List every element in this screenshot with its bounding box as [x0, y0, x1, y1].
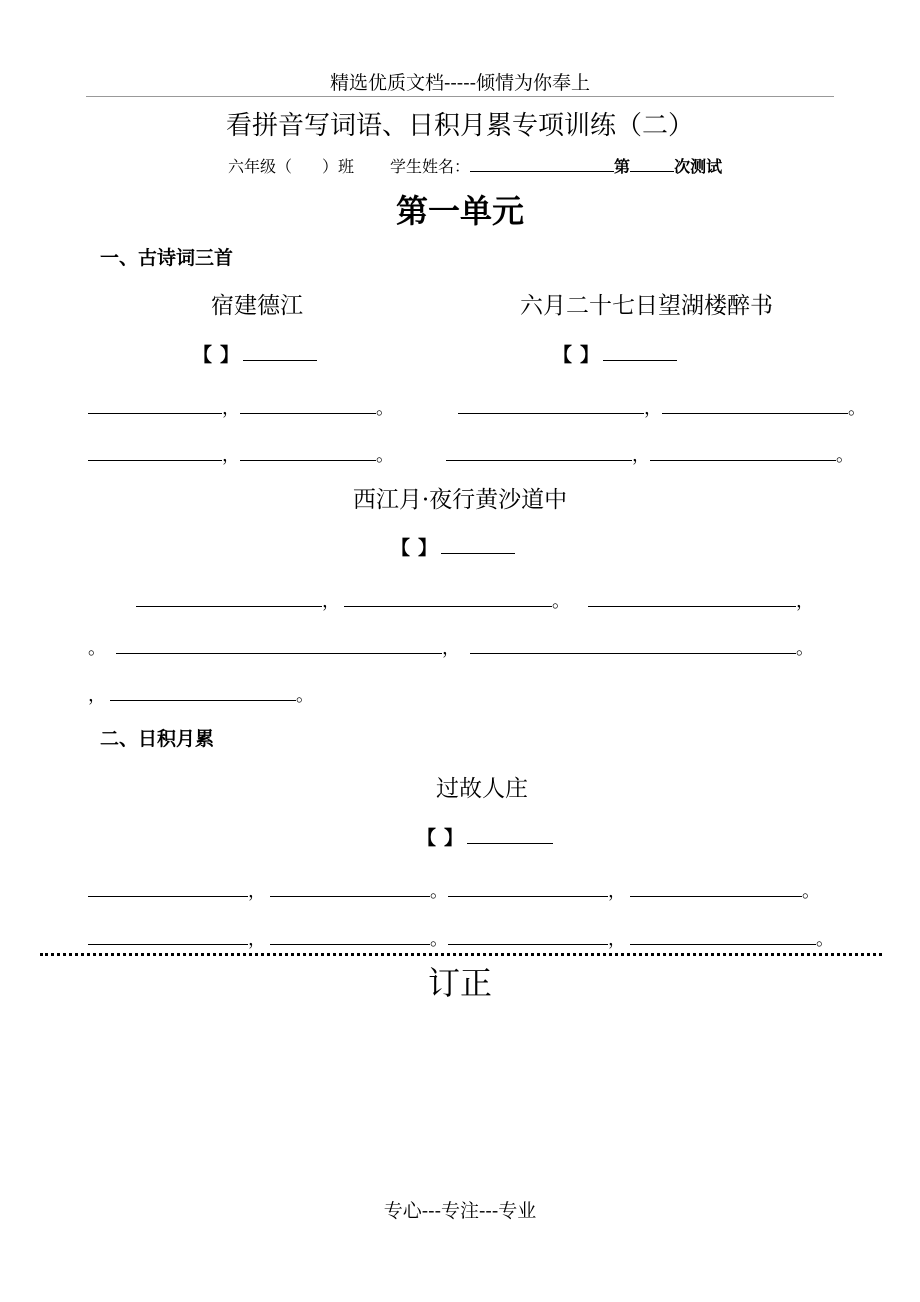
answer-blank[interactable]: [448, 926, 608, 945]
page-footer: 专心---专注---专业: [383, 1200, 537, 1222]
answer-blank[interactable]: [662, 395, 848, 414]
poem1-author-blank[interactable]: [243, 341, 317, 361]
section2-author-row: [417, 823, 553, 850]
comma: ，: [248, 881, 266, 902]
poem3-line-1: [136, 587, 814, 613]
comma: ，: [442, 638, 460, 659]
comma: ，: [88, 685, 106, 706]
period: 。: [430, 881, 448, 902]
answer-blank[interactable]: [458, 395, 644, 414]
test-number-blank[interactable]: [630, 155, 674, 172]
answer-blank[interactable]: [470, 635, 796, 654]
bracket-close: 】: [580, 344, 600, 366]
correction-title: 订正: [427, 964, 492, 1002]
bracket-open: 【: [553, 344, 573, 366]
answer-blank[interactable]: [630, 926, 816, 945]
comma: ，: [222, 445, 240, 466]
poem2-line-2: [446, 441, 854, 467]
comma: ，: [322, 591, 340, 612]
bracket-open: 【: [391, 537, 411, 559]
section2-author-blank[interactable]: [467, 824, 553, 844]
unit-title: 第一单元: [395, 192, 524, 230]
answer-blank[interactable]: [136, 588, 322, 607]
period: 。: [296, 685, 314, 706]
poem1-title: 宿建德江: [211, 293, 303, 319]
poem3-author-row: [391, 533, 515, 560]
poem3-author-blank[interactable]: [441, 534, 515, 554]
test-ordinal-prefix: 第: [614, 157, 631, 176]
document-title: 看拼音写词语、日积月累专项训练（二）: [225, 111, 694, 141]
section2-line-1: [88, 877, 820, 903]
comma: ，: [644, 398, 662, 419]
period: 。: [848, 398, 866, 419]
info-line: [228, 154, 722, 177]
poem1-author-row: [193, 340, 317, 367]
section1-heading: 一、古诗词三首: [100, 247, 234, 269]
comma: ，: [632, 445, 650, 466]
student-name-blank[interactable]: [470, 155, 614, 172]
poem2-author-row: [553, 340, 677, 367]
student-name-label: 学生姓名：: [390, 157, 471, 176]
answer-blank[interactable]: [588, 588, 796, 607]
answer-blank[interactable]: [650, 442, 836, 461]
section2-poem-title: 过故人庄: [436, 776, 528, 802]
answer-blank[interactable]: [344, 588, 552, 607]
poem2-author-blank[interactable]: [603, 341, 677, 361]
poem3-line-2: [88, 634, 814, 660]
poem2-line-1: [458, 394, 866, 420]
period: 。: [552, 591, 570, 612]
period: 。: [376, 445, 394, 466]
poem1-line-2: [88, 441, 394, 467]
bracket-open: 【: [193, 344, 213, 366]
comma: ，: [222, 398, 240, 419]
answer-blank[interactable]: [116, 635, 442, 654]
answer-blank[interactable]: [446, 442, 632, 461]
answer-blank[interactable]: [88, 926, 248, 945]
poem3-title: 西江月·夜行黄沙道中: [352, 487, 568, 513]
period: 。: [802, 881, 820, 902]
answer-blank[interactable]: [88, 442, 222, 461]
test-ordinal-suffix: 次测试: [674, 157, 723, 176]
grade-label: 六年级（: [228, 157, 293, 176]
poem2-title: 六月二十七日望湖楼醉书: [520, 293, 773, 319]
comma: ，: [796, 591, 814, 612]
period: 。: [816, 929, 834, 950]
answer-blank[interactable]: [240, 442, 376, 461]
period: 。: [376, 398, 394, 419]
bracket-close: 】: [444, 827, 464, 849]
period: 。: [836, 445, 854, 466]
period: 。: [796, 638, 814, 659]
section2-line-2: [88, 925, 834, 951]
answer-blank[interactable]: [270, 878, 430, 897]
comma: ，: [608, 929, 626, 950]
period: 。: [88, 638, 106, 659]
bracket-close: 】: [418, 537, 438, 559]
answer-blank[interactable]: [448, 878, 608, 897]
bracket-close: 】: [220, 344, 240, 366]
answer-blank[interactable]: [88, 395, 222, 414]
answer-blank[interactable]: [88, 878, 248, 897]
header-rule: [86, 96, 834, 97]
poem3-line-3: [88, 681, 314, 707]
answer-blank[interactable]: [110, 682, 296, 701]
comma: ，: [248, 929, 266, 950]
page-header: 精选优质文档-----倾情为你奉上: [329, 72, 591, 94]
section2-heading: 二、日积月累: [100, 728, 215, 750]
period: 。: [430, 929, 448, 950]
bracket-open: 【: [417, 827, 437, 849]
answer-blank[interactable]: [240, 395, 376, 414]
dotted-separator: [40, 953, 882, 956]
comma: ，: [608, 881, 626, 902]
class-label: ）班: [322, 157, 355, 176]
poem1-line-1: [88, 394, 394, 420]
answer-blank[interactable]: [270, 926, 430, 945]
answer-blank[interactable]: [630, 878, 802, 897]
